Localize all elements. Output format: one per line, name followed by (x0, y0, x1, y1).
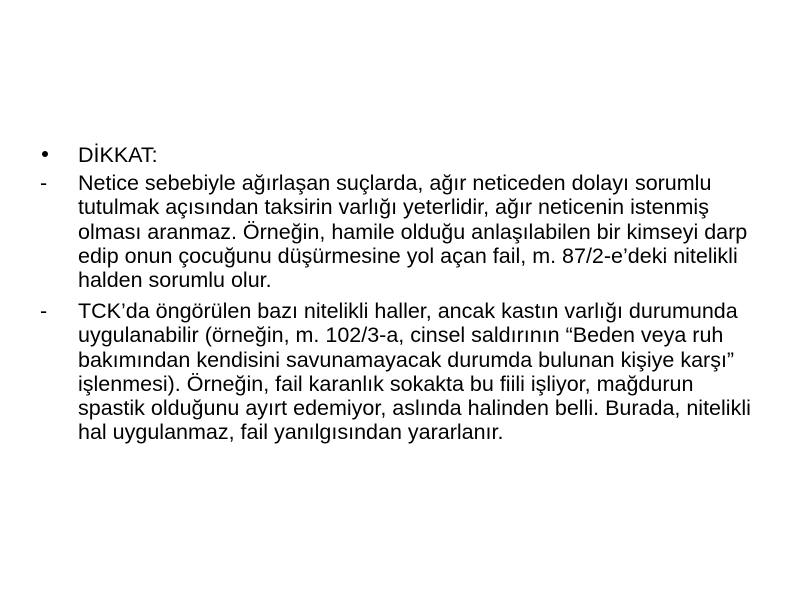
bullet-item-heading (40, 143, 760, 167)
dash-marker: - (40, 299, 48, 324)
heading-text: DİKKAT: (78, 143, 158, 167)
dash-marker: - (40, 171, 48, 196)
bullet-dot-icon (42, 151, 48, 157)
dash-item-1 (40, 171, 760, 292)
dash-item-2 (40, 299, 760, 444)
bullet-marker (40, 143, 78, 167)
slide-content (40, 143, 760, 444)
paragraph-2-text: TCK’da öngörülen bazı nitelikli haller, ancak kastın varlığı durumunda uygulanabilir (örneğin, m. 102/3-a, cinsel saldırının “Beden veya ruh bakımından kendisini savunamayacak durumda bulunan kişiye karşı” işlenmesi). Örneğin, fail karanlık sokakta bu fiili işliyor, mağdurun spastik olduğunu ayırt edemiyor, aslında halinden belli. Burada, nitelikli hal uygulanmaz, fail yanılgısından yararlanır. (78, 299, 751, 445)
paragraph-1-text: Netice sebebiyle ağırlaşan suçlarda, ağır neticeden dolayı sorumlu tutulmak açısından taksirin varlığı yeterlidir, ağır neticenin istenmiş olması aranmaz. Örneğin, hamile olduğu anlaşılabilen bir kimseyi darp edip onun çocuğunu düşürmesine yol açan fail, m. 87/2-e’deki nitelikli halden sorumlu olur. (78, 171, 748, 293)
